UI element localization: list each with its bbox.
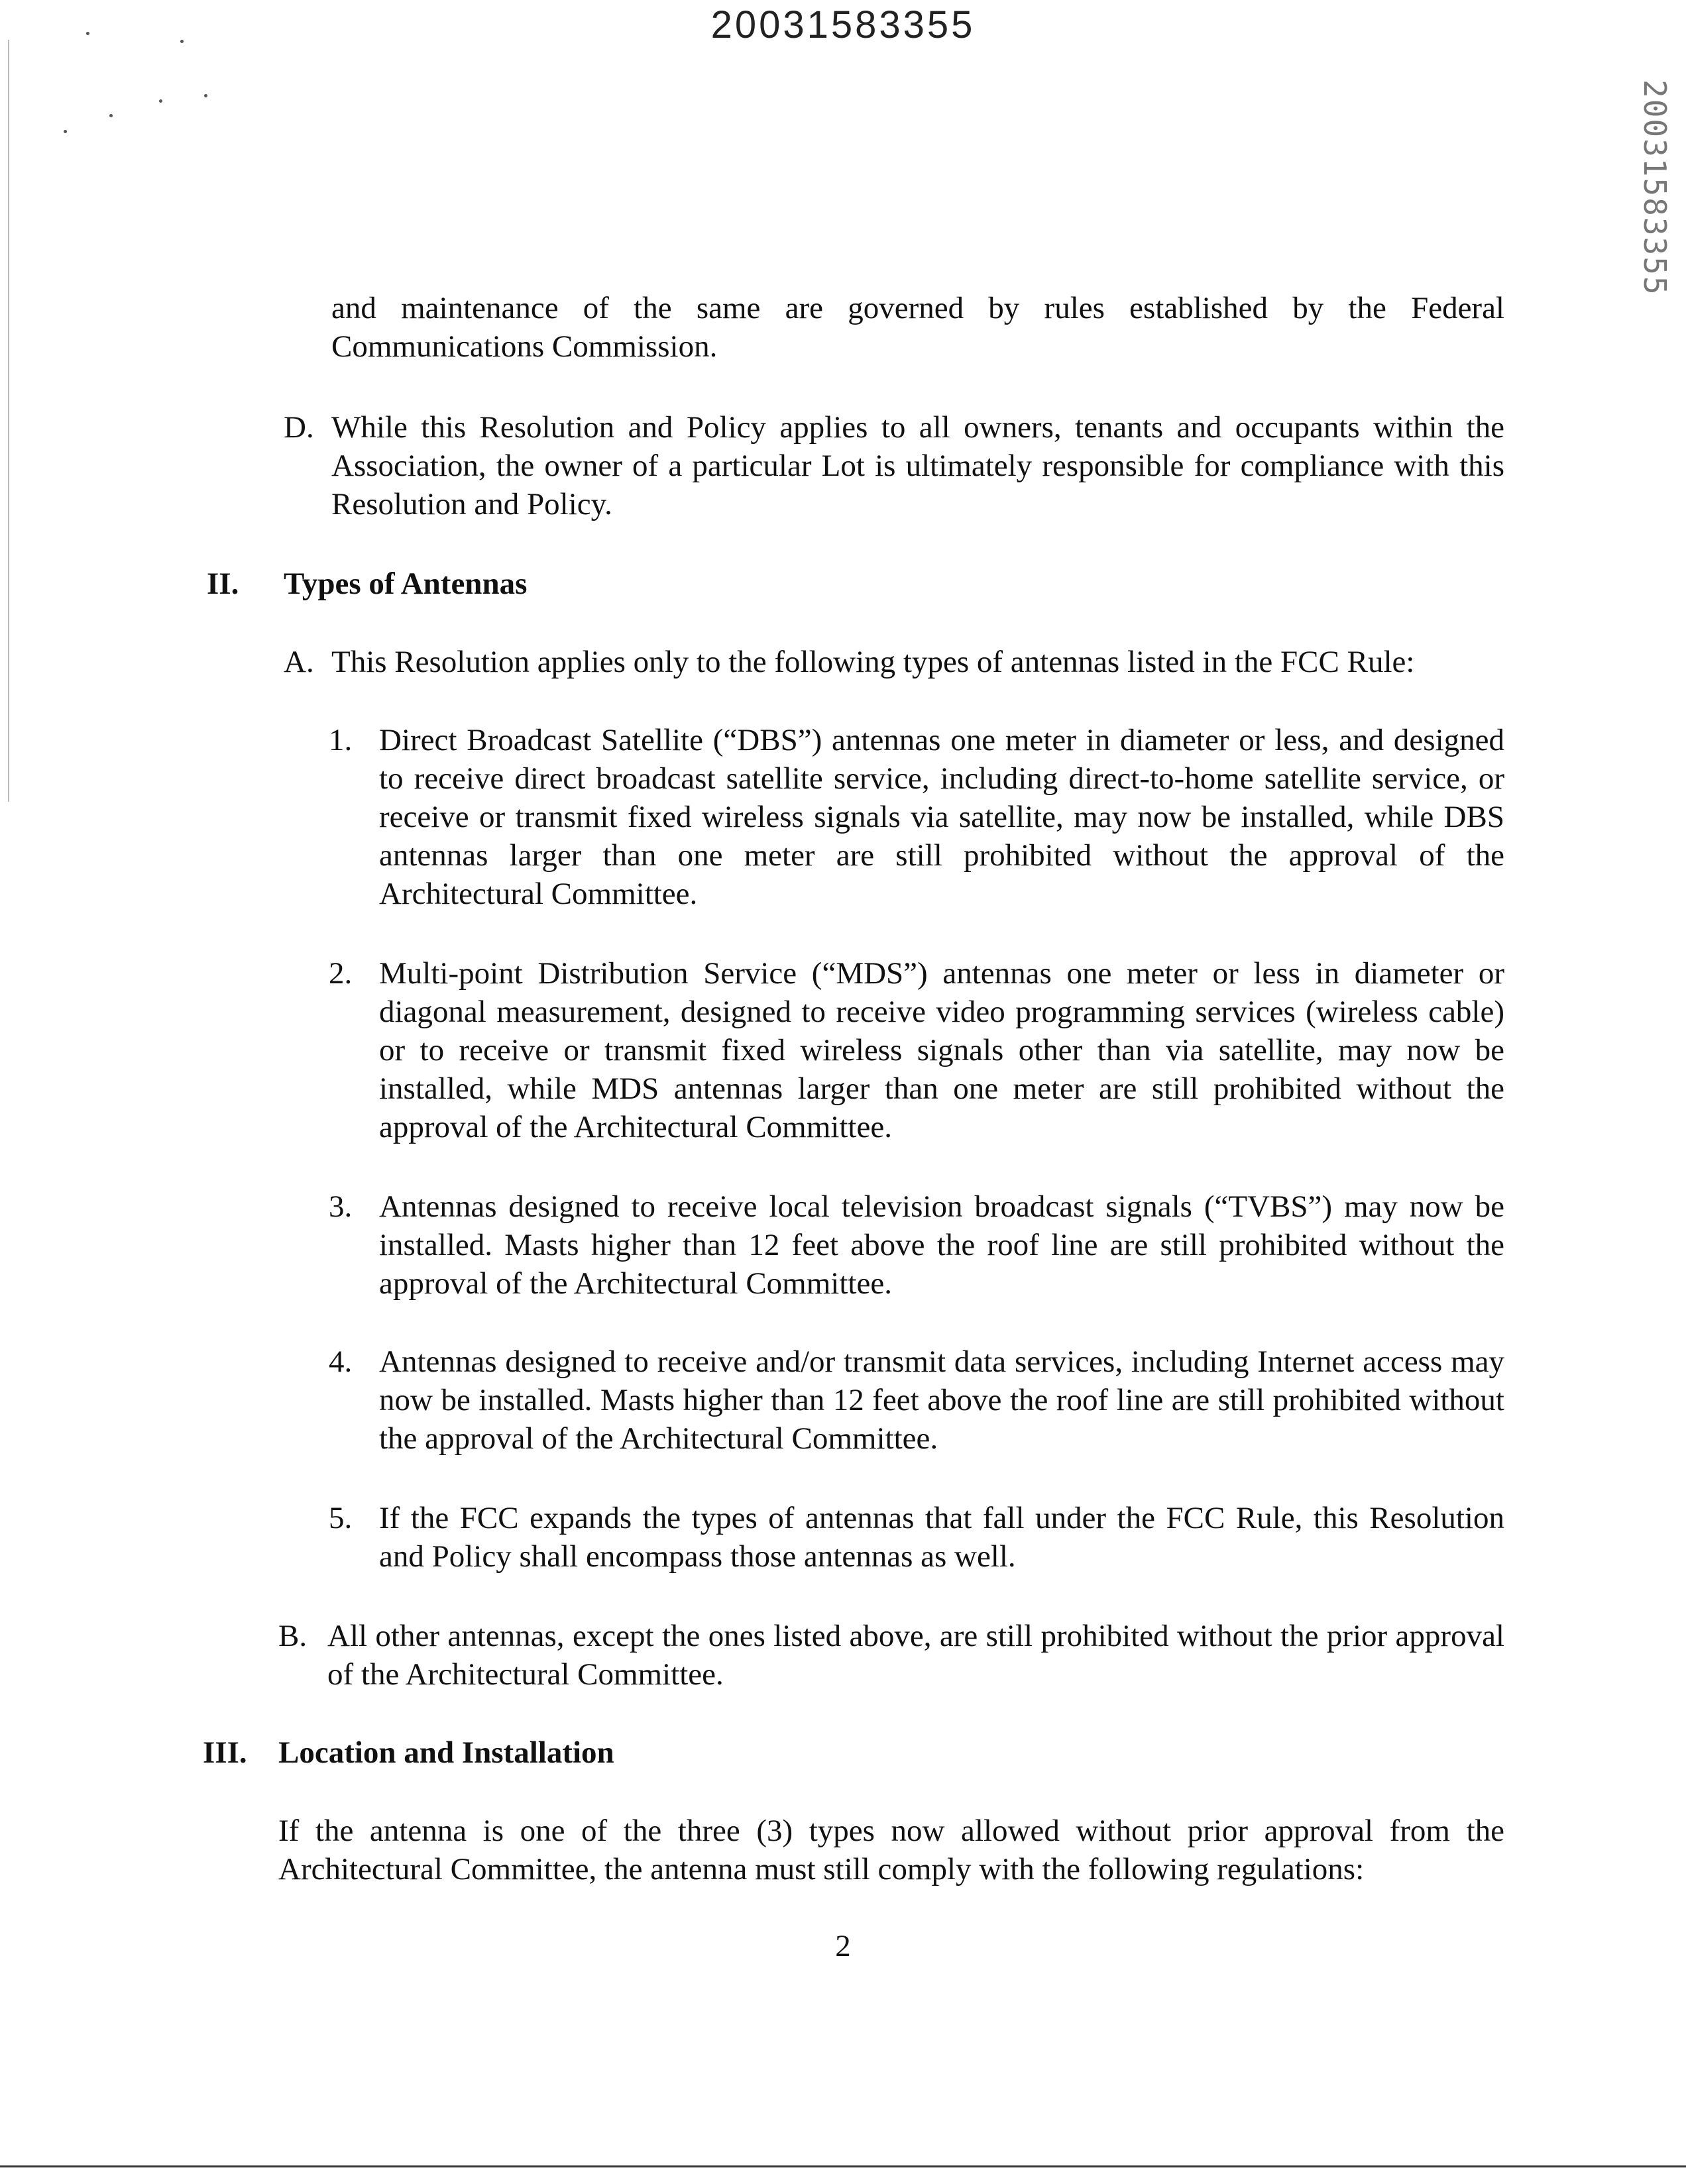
- item-d-label: D.: [284, 410, 314, 445]
- subitem-4-label: 4.: [329, 1344, 353, 1379]
- scan-speck: [109, 114, 113, 117]
- section-3-number: III.: [203, 1735, 247, 1770]
- item-d-text: While this Resolution and Policy applies to all owners, tenants and occupants within the Association, the owner of a particular Lot is ultimately responsible for compliance with this Resolution and Policy.: [331, 410, 1504, 521]
- subitem-5-text: If the FCC expands the types of antennas that fall under the FCC Rule, this Resolution and Policy shall encompass those antennas as well.: [379, 1501, 1504, 1574]
- item-b-text: All other antennas, except the ones listed above, are still prohibited without the prior approval of the Architectural Committee.: [327, 1619, 1504, 1692]
- scan-speck: [180, 40, 184, 43]
- subitem-5-label: 5.: [329, 1501, 353, 1535]
- side-stamp: 20031583355: [1637, 80, 1673, 296]
- scan-edge-line: [8, 40, 9, 802]
- subitem-1-label: 1.: [329, 723, 353, 757]
- section-2-title: Types of Antennas: [284, 567, 528, 601]
- item-a-text: This Resolution applies only to the following types of antennas listed in the FCC Rule:: [331, 645, 1415, 679]
- subitem-4-text: Antennas designed to receive and/or transmit data services, including Internet access may now be installed. Masts higher than 12 feet above the roof line are still prohibited without the approval of the Architectural Committee.: [379, 1344, 1504, 1456]
- scan-bottom-edge: [0, 2165, 1686, 2167]
- section-3-intro: If the antenna is one of the three (3) types now allowed without prior approval from the Architectural Committee, the antenna must still comply with the following regulations:: [278, 1814, 1504, 1886]
- item-a-label: A.: [284, 645, 314, 679]
- scan-speck: [86, 32, 89, 35]
- continuation-paragraph: and maintenance of the same are governed by rules established by the Federal Communications Commission.: [331, 291, 1504, 364]
- scan-speck: [64, 130, 67, 133]
- subitem-3-text: Antennas designed to receive local television broadcast signals (“TVBS”) may now be installed. Masts higher than 12 feet above the roof line are still prohibited without the approval of the Architectural Committee.: [379, 1189, 1504, 1301]
- scan-speck: [159, 99, 162, 103]
- subitem-1-text: Direct Broadcast Satellite (“DBS”) antennas one meter in diameter or less, and designed to receive direct broadcast satellite service, including direct-to-home satellite service, or receive or transmit fixed wireless signals via satellite, may now be installed, while DBS antennas larger than one meter are still prohibited without the approval of the Architectural Committee.: [379, 723, 1504, 911]
- section-2-number: II.: [207, 567, 239, 601]
- item-b-label: B.: [278, 1619, 308, 1653]
- document-number: 20031583355: [710, 3, 976, 46]
- scan-speck: [204, 94, 207, 97]
- subitem-2-label: 2.: [329, 956, 353, 991]
- section-3-title: Location and Installation: [278, 1735, 614, 1770]
- subitem-2-text: Multi-point Distribution Service (“MDS”) antennas one meter or less in diameter or diagonal measurement, designed to receive video programming services (wireless cable) or to receive or transmit fixed wireless signals other than via satellite, may now be installed, while MDS antennas larger than one meter are still prohibited without the approval of the Architectural Committee.: [379, 956, 1504, 1144]
- subitem-3-label: 3.: [329, 1189, 353, 1224]
- page-number: 2: [835, 1929, 851, 1963]
